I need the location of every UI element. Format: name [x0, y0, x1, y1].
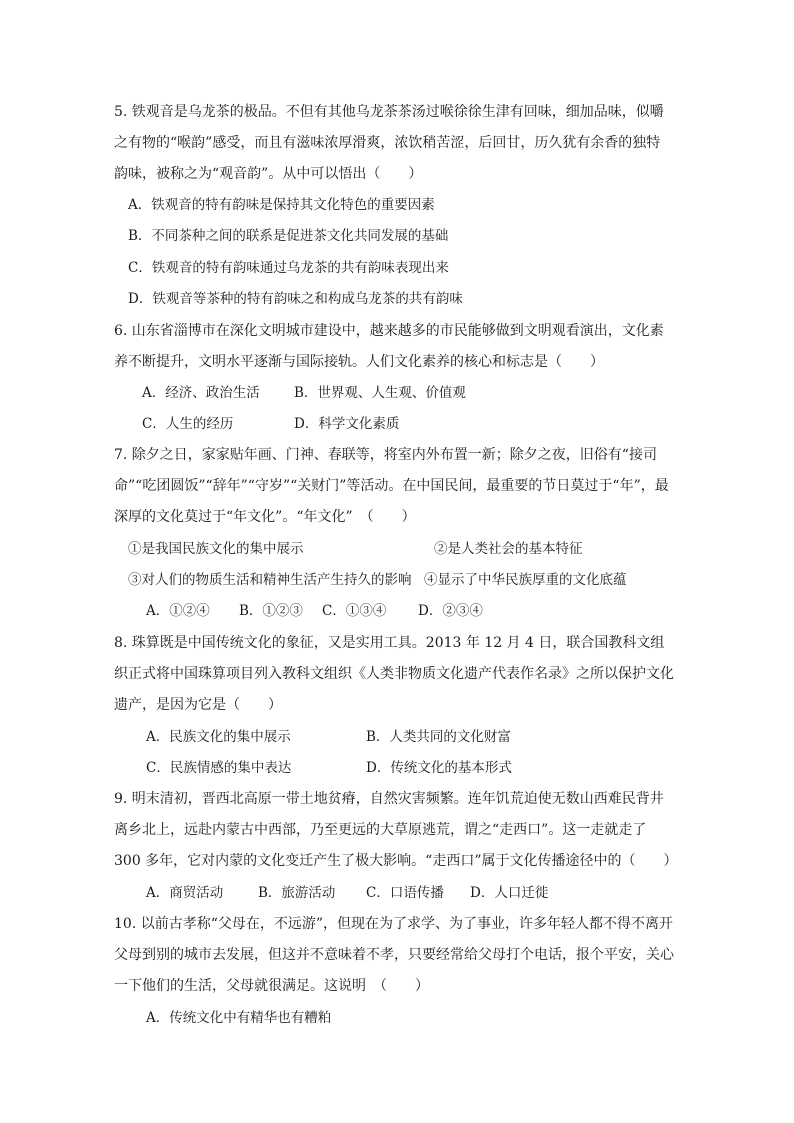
question-6-option-c: C．人生的经历 [142, 416, 234, 432]
question-7-item-4: ④显示了中华民族厚重的文化底蕴 [424, 572, 627, 588]
question-7-option-d: D．②③④ [418, 603, 483, 619]
question-8-option-b: B．人类共同的文化财富 [366, 729, 511, 745]
question-7-stem: 7. 除夕之日，家家贴年画、门神、春联等，将室内外布置一新；除夕之夜，旧俗有“接司命”“吃团圆饭”“辞年”“守岁”“关财门”等活动。在中国民间，最重要的节日莫过于“年”，最深厚的文化莫过于“年文化”。“年文化” （ ） [114, 447, 669, 525]
question-8-option-a: A．民族文化的集中展示 [146, 729, 291, 745]
question-5-option-c: C．铁观音的特有韵味通过乌龙茶的共有韵味表现出来 [128, 260, 449, 276]
question-7-item-3: ③对人们的物质生活和精神生活产生持久的影响 [128, 572, 412, 588]
question-6-option-b: B．世界观、人生观、价值观 [294, 385, 466, 401]
question-9-stem: 9. 明末清初，晋西北高原一带土地贫瘠，自然灾害频繁。连年饥荒迫使无数山西难民背井离乡北上，远赴内蒙古中西部，乃至更远的大草原逃荒，谓之“走西口”。这一走就走了 300 多年，它对内蒙的文化变迁产生了极大影响。“走西口”属于文化传播途径中的（ ） [114, 791, 678, 869]
question-8-option-d: D．传统文化的基本形式 [366, 760, 512, 776]
question-10-stem: 10. 以前古孝称“父母在，不远游”，但现在为了求学、为了事业，许多年轻人都不得不离开父母到别的城市去发展，但这并不意味着不孝，只要经常给父母打个电话，报个平安，关心一下他们的生活，父母就很满足。这说明 （ ） [114, 916, 674, 994]
question-9-option-d: D．人口迁徙 [470, 885, 549, 901]
question-9-option-c: C．口语传播 [366, 885, 444, 901]
question-10-option-a: A．传统文化中有精华也有糟粕 [146, 1010, 332, 1026]
question-7-option-b: B．①②③ [239, 603, 303, 619]
question-5-option-b: B．不同茶种之间的联系是促进茶文化共同发展的基础 [128, 228, 449, 244]
question-6-option-d: D．科学文化素质 [294, 416, 400, 432]
question-7-item-2: ②是人类社会的基本特征 [434, 541, 583, 557]
question-7-item-1: ①是我国民族文化的集中展示 [128, 541, 304, 557]
question-5-stem: 5. 铁观音是乌龙茶的极品。不但有其他乌龙茶茶汤过喉徐徐生津有回味，细加品味，似嚼之有物的“喉韵”感受，而且有滋味浓厚滑爽，浓饮稍苦涩，后回甘，历久犹有余香的独特韵味，被称之为“观音韵”。从中可以悟出（ ） [114, 104, 664, 182]
question-6-stem: 6. 山东省淄博市在深化文明城市建设中，越来越多的市民能够做到文明观看演出，文化素养不断提升，文明水平逐渐与国际接轨。人们文化素养的核心和标志是（ ） [114, 323, 664, 370]
question-6-option-a: A．经济、政治生活 [142, 385, 260, 401]
question-9-option-a: A．商贸活动 [146, 885, 224, 901]
question-5-option-a: A．铁观音的特有韵味是保持其文化特色的重要因素 [128, 197, 435, 213]
question-7-option-c: C．①③④ [322, 603, 387, 619]
question-8-stem: 8. 珠算既是中国传统文化的象征，又是实用工具。2013 年 12 月 4 日，联合国教科文组织正式将中国珠算项目列入教科文组织《人类非物质文化遗产代表作名录》之所以保护文化遗产，是因为它是（ ） [114, 635, 674, 713]
question-5-option-d: D．铁观音等茶种的特有韵味之和构成乌龙茶的共有韵味 [128, 291, 463, 307]
question-7-option-a: A．①②④ [146, 603, 210, 619]
question-9-option-b: B．旅游活动 [258, 885, 336, 901]
question-8-option-c: C．民族情感的集中表达 [146, 760, 292, 776]
